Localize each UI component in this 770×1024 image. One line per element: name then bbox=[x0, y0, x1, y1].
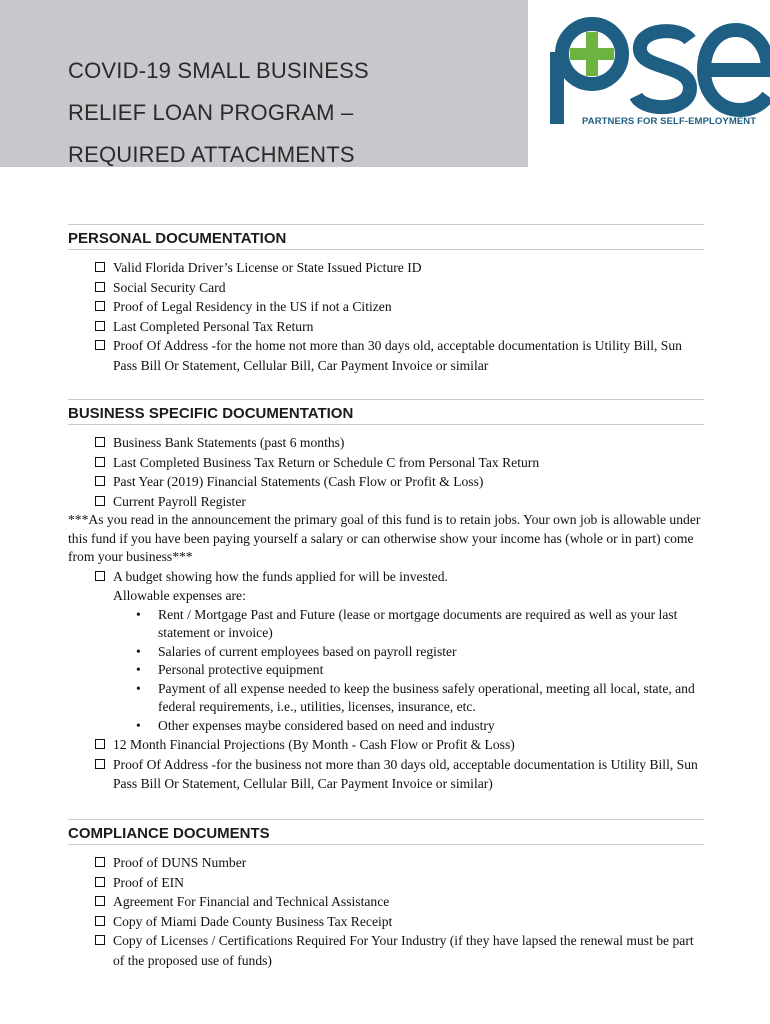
checkbox[interactable] bbox=[95, 759, 105, 769]
expense-item: • Personal protective equipment bbox=[158, 661, 704, 680]
checkbox[interactable] bbox=[95, 321, 105, 331]
item-text: Proof of EIN bbox=[113, 874, 184, 890]
item-text: Copy of Miami Dade County Business Tax Receipt bbox=[113, 913, 393, 929]
item-text: Past Year (2019) Financial Statements (Cash Flow or Profit & Loss) bbox=[113, 474, 484, 489]
checkbox[interactable] bbox=[95, 301, 105, 311]
item-text: A budget showing how the funds applied for will be invested. bbox=[113, 568, 448, 584]
checklist-item bbox=[94, 755, 704, 794]
title-line: REQUIRED ATTACHMENTS bbox=[68, 142, 355, 167]
checkbox[interactable] bbox=[95, 916, 105, 926]
checkbox[interactable] bbox=[95, 457, 105, 467]
checklist-item bbox=[94, 931, 704, 970]
checkbox[interactable] bbox=[95, 282, 105, 292]
checkbox[interactable] bbox=[95, 476, 105, 486]
item-text: Business Bank Statements (past 6 months) bbox=[113, 435, 345, 450]
checkbox[interactable] bbox=[95, 935, 105, 945]
item-text: Valid Florida Driver’s License or State Issued Picture ID bbox=[113, 260, 422, 275]
personal-documentation-section bbox=[68, 224, 704, 375]
item-text: Social Security Card bbox=[113, 279, 226, 295]
expense-item: • Payment of all expense needed to keep the business safely operational, meeting all local, state, and federal requirements, i.e., utilities, licenses, insurance, etc. bbox=[158, 680, 704, 717]
expense-item: • Rent / Mortgage Past and Future (lease or mortgage documents are required as well as your last statement or invoice) bbox=[158, 606, 704, 643]
logo-tagline: PARTNERS FOR SELF-EMPLOYMENT bbox=[582, 116, 757, 127]
business-documentation-section bbox=[68, 399, 704, 794]
item-text: Proof of Legal Residency in the US if not a Citizen bbox=[113, 299, 392, 314]
expense-item: • Salaries of current employees based on payroll register bbox=[158, 643, 704, 662]
checklist-item bbox=[94, 453, 704, 473]
compliance-documents-section bbox=[68, 819, 704, 970]
item-text: Copy of Licenses / Certifications Required For Your Industry (if they have lapsed the renewal must be part of the proposed use of funds) bbox=[113, 933, 694, 968]
checklist bbox=[94, 258, 704, 375]
item-text: Agreement For Financial and Technical Assistance bbox=[113, 894, 390, 909]
title-line: RELIEF LOAN PROGRAM – bbox=[68, 100, 354, 125]
checkbox[interactable] bbox=[95, 896, 105, 906]
checkbox[interactable] bbox=[95, 857, 105, 867]
checklist-item bbox=[94, 853, 704, 873]
checkbox[interactable] bbox=[95, 739, 105, 749]
item-text: Current Payroll Register bbox=[113, 493, 246, 509]
item-text: Proof Of Address -for the home not more than 30 days old, acceptable documentation is Utility Bill, Sun Pass Bill Or Statement, Cellular Bill, Car Payment Invoice or similar bbox=[113, 338, 682, 373]
checklist-item bbox=[94, 336, 704, 375]
checklist-item bbox=[94, 297, 704, 317]
checklist bbox=[94, 853, 704, 970]
checklist bbox=[68, 433, 704, 794]
section-heading: PERSONAL DOCUMENTATION bbox=[68, 224, 704, 250]
item-text: 12 Month Financial Projections (By Month - Cash Flow or Profit & Loss) bbox=[113, 737, 515, 752]
checklist-item bbox=[94, 912, 704, 932]
checklist-item bbox=[94, 492, 704, 512]
checklist-item bbox=[94, 892, 704, 912]
section-heading: COMPLIANCE DOCUMENTS bbox=[68, 819, 704, 845]
expense-item: • Other expenses maybe considered based on need and industry bbox=[158, 717, 704, 736]
checklist-item bbox=[94, 735, 704, 755]
checkbox[interactable] bbox=[95, 877, 105, 887]
checkbox[interactable] bbox=[95, 437, 105, 447]
checklist-item bbox=[94, 472, 704, 492]
checkbox[interactable] bbox=[95, 262, 105, 272]
item-text: Last Completed Business Tax Return or Schedule C from Personal Tax Return bbox=[113, 454, 540, 470]
section-heading: BUSINESS SPECIFIC DOCUMENTATION bbox=[68, 399, 704, 425]
checkbox[interactable] bbox=[95, 496, 105, 506]
checklist-item bbox=[94, 258, 704, 278]
checklist-item bbox=[94, 278, 704, 298]
checklist-item bbox=[94, 433, 704, 453]
item-text: Proof of DUNS Number bbox=[113, 855, 247, 870]
allowable-expenses-label: Allowable expenses are: bbox=[113, 588, 246, 603]
salary-note: ***As you read in the announcement the primary goal of this fund is to retain jobs. Your own job is allowable under this fund if you have been paying yourself a salary or can otherwise show your income has (whole or in part) come from your business*** bbox=[68, 512, 701, 564]
title-line: COVID-19 SMALL BUSINESS bbox=[68, 58, 369, 83]
checkbox[interactable] bbox=[95, 340, 105, 350]
item-text: Proof Of Address -for the business not more than 30 days old, acceptable documentation is Utility Bill, Sun Pass Bill Or Statement, Cellular Bill, Car Payment Invoice or similar) bbox=[113, 756, 698, 791]
page-title bbox=[68, 50, 369, 176]
checklist-item bbox=[94, 873, 704, 893]
checkbox[interactable] bbox=[95, 571, 105, 581]
expenses-list bbox=[94, 606, 704, 736]
title-banner bbox=[0, 0, 528, 167]
item-text: Last Completed Personal Tax Return bbox=[113, 318, 314, 334]
checklist-item bbox=[94, 567, 704, 587]
checklist-item bbox=[94, 317, 704, 337]
